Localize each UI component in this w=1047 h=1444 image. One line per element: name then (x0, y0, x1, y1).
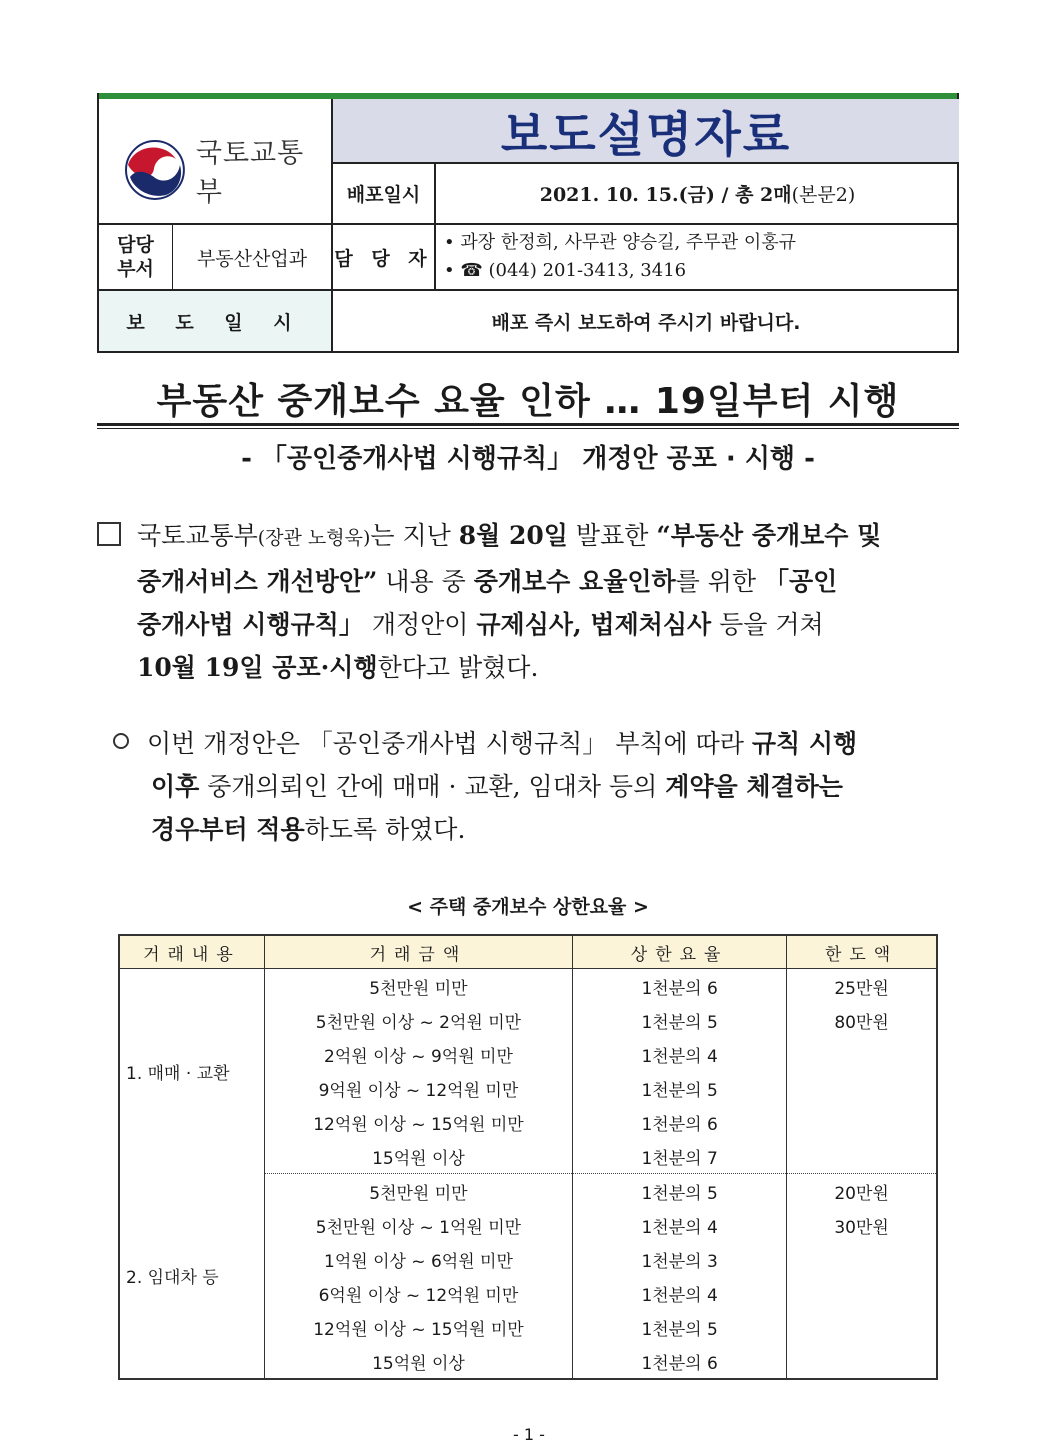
limit-cell (787, 1105, 937, 1139)
manager-label: 담 당 자 (333, 223, 436, 289)
amount-cell: 2억원 이상 ~ 9억원 미만 (264, 1037, 572, 1071)
amount-cell: 9억원 이상 ~ 12억원 미만 (264, 1071, 572, 1105)
th-limit: 한도액 (787, 935, 937, 969)
table-header-row (119, 935, 937, 969)
limit-cell (787, 1310, 937, 1344)
limit-cell (787, 1242, 937, 1276)
amount-cell: 5천만원 미만 (264, 1174, 572, 1209)
square-bullet-icon (97, 522, 121, 546)
limit-cell: 80만원 (787, 1003, 937, 1037)
dept-label-line1: 담당 (117, 234, 154, 256)
limit-cell (787, 1037, 937, 1071)
table-caption: < 주택 중개보수 상한요율 > (407, 896, 649, 918)
rate-cell: 1천분의 5 (573, 1071, 787, 1105)
release-label: 보 도 일 시 (99, 289, 333, 351)
amount-cell: 15억원 이상 (264, 1344, 572, 1379)
p1-text-13: 개정안이 (363, 610, 477, 639)
category-cell: 2. 임대차 등 (119, 1174, 264, 1380)
limit-cell (787, 1344, 937, 1379)
rate-cell: 1천분의 6 (573, 1105, 787, 1139)
p1-bold-plan-1: “부동산 중개보수 및 (656, 521, 882, 550)
p1-text-2: (장관 노형욱) (257, 527, 371, 549)
p2-bold-contract: 계약을 체결하는 (665, 772, 843, 801)
ministry-logo (124, 131, 331, 209)
p1-indent (97, 560, 959, 689)
rate-cell: 1천분의 4 (573, 1037, 787, 1071)
circle-bullet-icon (113, 733, 129, 749)
rate-cell: 1천분의 5 (573, 1003, 787, 1037)
rate-cell: 1천분의 4 (573, 1208, 787, 1242)
limit-cell (787, 1071, 937, 1105)
taegeuk-emblem-icon (124, 139, 186, 201)
p1-bold-law-1: 「공인 (764, 567, 838, 596)
p1-text-10: 를 위한 (675, 567, 764, 596)
p1-bold-law-2: 중개사법 시행규칙」 (137, 610, 364, 639)
p1-bold-fee: 중개보수 요율인하 (473, 567, 676, 596)
p1-bold-enact: 10월 19일 공포·시행 (137, 653, 378, 682)
press-header-table (97, 93, 959, 353)
rate-cell: 1천분의 6 (573, 1344, 787, 1379)
manager-phone: • ☎ (044) 201-3413, 3416 (444, 260, 687, 281)
th-transaction: 거래내용 (119, 935, 264, 969)
amount-cell: 1억원 이상 ~ 6억원 미만 (264, 1242, 572, 1276)
fee-rate-table (118, 934, 938, 1380)
category-cell: 1. 매매 · 교환 (119, 969, 264, 1174)
amount-cell: 5천만원 미만 (264, 969, 572, 1004)
subheadline: - 「공인중개사법 시행규칙」 개정안 공포 · 시행 - (241, 444, 815, 474)
p2-indent (113, 765, 959, 851)
headline-rule-thin (97, 428, 959, 429)
amount-cell: 5천만원 이상 ~ 1억원 미만 (264, 1208, 572, 1242)
rate-cell: 1천분의 7 (573, 1139, 787, 1174)
rate-cell: 1천분의 5 (573, 1310, 787, 1344)
p1-text-1: 국토교통부 (137, 521, 258, 550)
doc-type-cell (333, 99, 959, 164)
doc-type-title: 보도설명자료 (500, 107, 792, 163)
limit-cell (787, 1139, 937, 1174)
amount-cell: 12억원 이상 ~ 15억원 미만 (264, 1105, 572, 1139)
p1-bold-plan-2: 중개서비스 개선방안” (137, 567, 378, 596)
p1-text-8: 내용 중 (377, 567, 474, 596)
ministry-name: 국토교통부 (195, 138, 305, 208)
p1-text-5: 발표한 (567, 521, 657, 550)
dist-pages: (본문2) (791, 184, 856, 206)
limit-cell: 25만원 (787, 969, 937, 1004)
dist-date-value (436, 164, 959, 223)
amount-cell: 12억원 이상 ~ 15억원 미만 (264, 1310, 572, 1344)
rate-cell: 1천분의 3 (573, 1242, 787, 1276)
p1-bold-review: 규제심사, 법제처심사 (476, 610, 712, 639)
dept-label (99, 223, 173, 289)
paragraph-sub (113, 722, 959, 851)
amount-cell: 5천만원 이상 ~ 2억원 미만 (264, 1003, 572, 1037)
headline: 부동산 중개보수 요율 인하 … 19일부터 시행 (156, 381, 900, 422)
p2-bold-2: 이후 (151, 772, 200, 801)
headline-rule (97, 423, 959, 426)
amount-cell: 6억원 이상 ~ 12억원 미만 (264, 1276, 572, 1310)
p1-text-3: 는 지난 (370, 521, 459, 550)
table-row (119, 969, 937, 1004)
limit-cell (787, 1276, 937, 1310)
dist-date: 2021. 10. 15.(금) / 총 2매 (539, 184, 792, 206)
dept-label-line2: 부서 (117, 258, 154, 280)
th-amount: 거래금액 (264, 935, 572, 969)
limit-cell: 30만원 (787, 1208, 937, 1242)
dist-date-label: 배포일시 (333, 164, 436, 223)
th-rate: 상한요율 (573, 935, 787, 969)
rate-cell: 1천분의 4 (573, 1276, 787, 1310)
manager-names: • 과장 한정희, 사무관 양승길, 주무관 이홍규 (444, 232, 796, 253)
dept-value: 부동산산업과 (173, 223, 333, 289)
p1-text-15: 등을 거쳐 (711, 610, 824, 639)
p2-bold-apply: 경우부터 적용 (151, 815, 305, 844)
rate-cell: 1천분의 5 (573, 1174, 787, 1209)
amount-cell: 15억원 이상 (264, 1139, 572, 1174)
table-row (119, 1174, 937, 1209)
rate-cell: 1천분의 6 (573, 969, 787, 1004)
logo-cell (99, 99, 333, 223)
manager-value (436, 223, 959, 289)
p1-text-17: 한다고 밝혔다. (377, 653, 539, 682)
p2-text-1: 이번 개정안은 「공인중개사법 시행규칙」 부칙에 따라 (147, 729, 752, 758)
paragraph-main (97, 514, 959, 689)
page-number: - 1 - (513, 1425, 545, 1444)
release-value: 배포 즉시 보도하여 주시기 바랍니다. (333, 289, 959, 351)
p2-bold-1: 규칙 시행 (751, 729, 858, 758)
limit-cell: 20만원 (787, 1174, 937, 1209)
p2-text-4: 중개의뢰인 간에 매매 · 교환, 임대차 등의 (199, 772, 666, 801)
p2-text-7: 하도록 하였다. (304, 815, 466, 844)
p1-bold-date: 8월 20일 (458, 521, 568, 550)
